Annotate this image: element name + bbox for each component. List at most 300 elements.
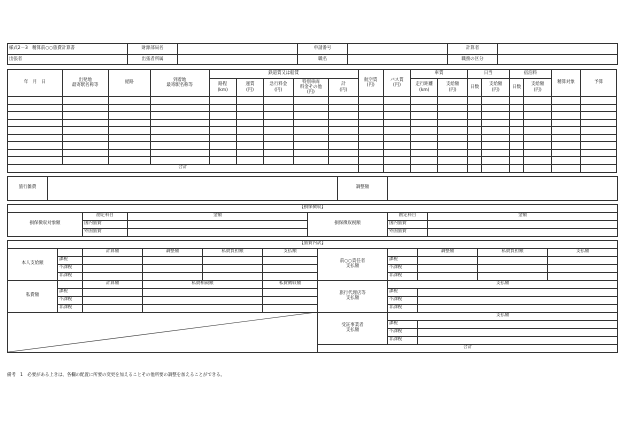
itinerary-cell[interactable] xyxy=(236,127,263,135)
itinerary-cell[interactable] xyxy=(411,119,438,127)
itinerary-cell[interactable] xyxy=(411,127,438,135)
itinerary-cell[interactable] xyxy=(236,112,263,120)
itinerary-cell[interactable] xyxy=(551,127,580,135)
itinerary-cell[interactable] xyxy=(524,134,551,142)
itinerary-cell[interactable] xyxy=(383,157,410,165)
misc-label: 旅行雑費 xyxy=(8,176,48,200)
misc-table xyxy=(7,176,618,201)
cell[interactable] xyxy=(143,304,263,312)
itinerary-cell[interactable] xyxy=(524,142,551,150)
rental-foreign-r: 外国旅費 xyxy=(388,228,428,236)
itinerary-cell[interactable] xyxy=(108,97,150,105)
total-bus[interactable] xyxy=(383,164,410,172)
rental-foreign-r-val[interactable] xyxy=(428,228,618,236)
cell[interactable] xyxy=(418,328,618,336)
itinerary-cell[interactable] xyxy=(581,127,617,135)
itinerary-cell[interactable] xyxy=(551,149,580,157)
itinerary-row xyxy=(8,142,617,150)
itinerary-cell[interactable] xyxy=(438,127,467,135)
itinerary-cell[interactable] xyxy=(438,97,467,105)
kenkyubu-label: 財源部局名 xyxy=(128,44,178,55)
total-car-dist[interactable] xyxy=(411,164,438,172)
itinerary-cell[interactable] xyxy=(62,127,108,135)
itinerary-cell[interactable] xyxy=(8,112,63,120)
itinerary-cell[interactable] xyxy=(581,142,617,150)
itinerary-row xyxy=(8,104,617,112)
cell[interactable] xyxy=(83,296,143,304)
cell[interactable] xyxy=(263,296,318,304)
col-daily-group: 日当 xyxy=(467,70,509,79)
itinerary-cell[interactable] xyxy=(62,112,108,120)
shokumu-label: 職務の区分 xyxy=(448,55,498,65)
itinerary-cell[interactable] xyxy=(551,104,580,112)
itinerary-cell[interactable] xyxy=(62,142,108,150)
keisansha-label: 計算者 xyxy=(448,44,498,55)
itinerary-cell[interactable] xyxy=(358,134,383,142)
itinerary-cell[interactable] xyxy=(236,97,263,105)
itinerary-cell[interactable] xyxy=(264,157,293,165)
agency-row-notax: 不課税 xyxy=(388,296,418,304)
itinerary-cell[interactable] xyxy=(329,157,358,165)
self-col-pay: 支払額 xyxy=(263,248,318,256)
itinerary-cell[interactable] xyxy=(150,127,209,135)
shokumei-value[interactable] xyxy=(348,55,448,65)
expense-title: 【旅費内訳】 xyxy=(8,240,618,248)
other-col-private: 私費負担額 xyxy=(478,248,548,256)
itinerary-cell[interactable] xyxy=(581,104,617,112)
kenkyubu-value[interactable] xyxy=(178,44,298,55)
total-air[interactable] xyxy=(358,164,383,172)
cell[interactable] xyxy=(143,264,203,272)
itinerary-cell[interactable] xyxy=(329,112,358,120)
shinsei-value[interactable] xyxy=(348,44,448,55)
rental-domestic-r-val[interactable] xyxy=(428,220,618,228)
itinerary-cell[interactable] xyxy=(329,134,358,142)
itinerary-row xyxy=(8,134,617,142)
cell[interactable] xyxy=(478,256,548,264)
company-amount-label: 支払額 xyxy=(388,312,618,320)
itinerary-cell[interactable] xyxy=(411,142,438,150)
cell[interactable] xyxy=(203,272,263,280)
itinerary-cell[interactable] xyxy=(581,134,617,142)
itinerary-cell[interactable] xyxy=(509,134,524,142)
misc-value[interactable] xyxy=(48,176,338,200)
cell[interactable] xyxy=(263,264,318,272)
rental-domestic-l: 国内旅費 xyxy=(83,220,128,228)
cell[interactable] xyxy=(548,264,618,272)
col-t-distance: 路程 (km) xyxy=(209,79,236,97)
itinerary-cell[interactable] xyxy=(62,149,108,157)
itinerary-cell[interactable] xyxy=(524,97,551,105)
itinerary-cell[interactable] xyxy=(108,149,150,157)
itinerary-cell[interactable] xyxy=(581,149,617,157)
col-daily-amount: 支給額 (円) xyxy=(482,79,509,97)
col-date: 年 月 日 xyxy=(8,70,63,97)
cell[interactable] xyxy=(418,264,478,272)
total-settle[interactable] xyxy=(551,164,580,172)
itinerary-cell[interactable] xyxy=(358,97,383,105)
itinerary-cell[interactable] xyxy=(467,104,482,112)
itinerary-cell[interactable] xyxy=(411,112,438,120)
cell[interactable] xyxy=(83,264,143,272)
agency-label: 旅行代理店等 支払額 xyxy=(318,280,388,312)
itinerary-cell[interactable] xyxy=(293,142,329,150)
itinerary-cell[interactable] xyxy=(150,142,209,150)
cell[interactable] xyxy=(83,288,143,296)
total-stay-amt[interactable] xyxy=(524,164,551,172)
itinerary-cell[interactable] xyxy=(293,97,329,105)
itinerary-cell[interactable] xyxy=(509,157,524,165)
itinerary-cell[interactable] xyxy=(264,149,293,157)
itinerary-cell[interactable] xyxy=(293,119,329,127)
other-row-notax: 不課税 xyxy=(388,264,418,272)
itinerary-cell[interactable] xyxy=(482,149,509,157)
cell[interactable] xyxy=(143,256,203,264)
itinerary-cell[interactable] xyxy=(411,97,438,105)
itinerary-cell[interactable] xyxy=(264,97,293,105)
agency-amount-label: 支払額 xyxy=(388,280,618,288)
other-row-exempt: 非課税 xyxy=(388,272,418,280)
itinerary-cell[interactable] xyxy=(62,104,108,112)
other-col-pay: 支払額 xyxy=(548,248,618,256)
itinerary-cell[interactable] xyxy=(438,112,467,120)
itinerary-cell[interactable] xyxy=(383,142,410,150)
itinerary-cell[interactable] xyxy=(551,134,580,142)
itinerary-cell[interactable] xyxy=(8,134,63,142)
itinerary-cell[interactable] xyxy=(524,127,551,135)
itinerary-cell[interactable] xyxy=(150,112,209,120)
footnote: 備考 1 必要がある上きは、各欄の配置に所要の変更を加えることその他所要の調整を加えることができる。 xyxy=(7,373,225,378)
itinerary-rows xyxy=(8,97,617,165)
self-col-adjust: 調整額 xyxy=(143,248,203,256)
shozoku-value[interactable] xyxy=(178,55,298,65)
other-label: 前○○責任者 支払額 xyxy=(318,248,388,280)
itinerary-cell[interactable] xyxy=(482,112,509,120)
itinerary-cell[interactable] xyxy=(236,149,263,157)
itinerary-cell[interactable] xyxy=(551,142,580,150)
itinerary-cell[interactable] xyxy=(482,134,509,142)
itinerary-cell[interactable] xyxy=(482,157,509,165)
itinerary-cell[interactable] xyxy=(482,142,509,150)
itinerary-cell[interactable] xyxy=(329,127,358,135)
rental-subject-r: 勘定科目 xyxy=(388,212,428,220)
itinerary-cell[interactable] xyxy=(150,119,209,127)
itinerary-cell[interactable] xyxy=(209,104,236,112)
itinerary-cell[interactable] xyxy=(524,157,551,165)
itinerary-cell[interactable] xyxy=(411,104,438,112)
total-reserve[interactable] xyxy=(581,164,617,172)
cell[interactable] xyxy=(418,336,618,344)
shuchosha-label: 出張者 xyxy=(9,56,23,62)
itinerary-cell[interactable] xyxy=(383,134,410,142)
itinerary-cell[interactable] xyxy=(581,112,617,120)
itinerary-cell[interactable] xyxy=(383,97,410,105)
itinerary-cell[interactable] xyxy=(236,157,263,165)
itinerary-cell[interactable] xyxy=(482,97,509,105)
itinerary-cell[interactable] xyxy=(358,157,383,165)
itinerary-cell[interactable] xyxy=(8,157,63,165)
other-col-adjust: 調整額 xyxy=(418,248,478,256)
itinerary-cell[interactable] xyxy=(264,127,293,135)
rental-amount-r: 金額 xyxy=(428,212,618,220)
col-transport-group: 鉄道賃又は船賃 xyxy=(209,70,358,79)
shinsei-label: 申請番号 xyxy=(298,44,348,55)
cell[interactable] xyxy=(203,264,263,272)
cell[interactable] xyxy=(83,304,143,312)
itinerary-cell[interactable] xyxy=(482,104,509,112)
col-car-amount: 支給額 (円) xyxy=(438,79,467,97)
itinerary-cell[interactable] xyxy=(438,119,467,127)
itinerary-cell[interactable] xyxy=(411,149,438,157)
itinerary-cell[interactable] xyxy=(467,149,482,157)
col-car-group: 車賃 xyxy=(411,70,468,79)
itinerary-cell[interactable] xyxy=(150,97,209,105)
itinerary-cell[interactable] xyxy=(411,134,438,142)
itinerary-cell[interactable] xyxy=(524,149,551,157)
rental-foreign-l-val[interactable] xyxy=(128,228,308,236)
itinerary-cell[interactable] xyxy=(8,127,63,135)
other-row-tax: 課税 xyxy=(388,256,418,264)
itinerary-cell[interactable] xyxy=(150,134,209,142)
itinerary-cell[interactable] xyxy=(467,157,482,165)
itinerary-cell[interactable] xyxy=(467,97,482,105)
total-daily-amt[interactable] xyxy=(482,164,509,172)
itinerary-cell[interactable] xyxy=(264,119,293,127)
total-stay-days[interactable] xyxy=(509,164,524,172)
itinerary-cell[interactable] xyxy=(150,104,209,112)
itinerary-cell[interactable] xyxy=(293,127,329,135)
itinerary-cell[interactable] xyxy=(524,104,551,112)
itinerary-cell[interactable] xyxy=(509,104,524,112)
grand-total-label: 合計 xyxy=(318,344,618,352)
itinerary-cell[interactable] xyxy=(236,134,263,142)
rental-left-label: 損保徴収対象額 xyxy=(8,212,83,236)
itinerary-cell[interactable] xyxy=(383,127,410,135)
itinerary-cell[interactable] xyxy=(329,104,358,112)
col-settle: 精算対象 xyxy=(551,70,580,97)
itinerary-cell[interactable] xyxy=(236,104,263,112)
cell[interactable] xyxy=(418,288,618,296)
itinerary-cell[interactable] xyxy=(150,149,209,157)
itinerary-cell[interactable] xyxy=(467,134,482,142)
itinerary-cell[interactable] xyxy=(383,149,410,157)
cell[interactable] xyxy=(203,256,263,264)
itinerary-cell[interactable] xyxy=(467,119,482,127)
private-row-exempt: 非課税 xyxy=(58,304,83,312)
itinerary-cell[interactable] xyxy=(358,142,383,150)
col-reserve: 予算 xyxy=(581,70,617,97)
shokumei-label: 職名 xyxy=(298,55,348,65)
itinerary-cell[interactable] xyxy=(8,104,63,112)
itinerary-cell[interactable] xyxy=(482,119,509,127)
form-number: 様式2－3 精算前○○旅費計算書 xyxy=(8,44,128,55)
expense-table xyxy=(7,240,618,353)
self-label: 本人支給額 xyxy=(8,248,58,280)
itinerary-cell[interactable] xyxy=(509,142,524,150)
cell[interactable] xyxy=(263,304,318,312)
itinerary-cell[interactable] xyxy=(524,119,551,127)
col-stay-amount: 支給額 (円) xyxy=(524,79,551,97)
cell[interactable] xyxy=(83,272,143,280)
itinerary-cell[interactable] xyxy=(8,142,63,150)
cell[interactable] xyxy=(263,272,318,280)
itinerary-cell[interactable] xyxy=(62,157,108,165)
itinerary-cell[interactable] xyxy=(8,119,63,127)
self-row-notax: 不課税 xyxy=(58,264,83,272)
col-to: 到着地 最寄駅名称等 xyxy=(150,70,209,97)
itinerary-cell[interactable] xyxy=(209,97,236,105)
itinerary-cell[interactable] xyxy=(509,97,524,105)
col-route: 経路 xyxy=(108,70,150,97)
rental-table xyxy=(7,204,618,237)
total-daily-days[interactable] xyxy=(467,164,482,172)
itinerary-cell[interactable] xyxy=(467,112,482,120)
itinerary-cell[interactable] xyxy=(467,142,482,150)
col-daily-days: 日数 xyxy=(467,79,482,97)
itinerary-cell[interactable] xyxy=(551,97,580,105)
itinerary-cell[interactable] xyxy=(108,119,150,127)
itinerary-cell[interactable] xyxy=(209,127,236,135)
col-t-fare: 運賃 (円) xyxy=(236,79,263,97)
itinerary-cell[interactable] xyxy=(509,112,524,120)
itinerary-cell[interactable] xyxy=(209,119,236,127)
cell[interactable] xyxy=(478,272,548,280)
cell[interactable] xyxy=(418,296,618,304)
itinerary-cell[interactable] xyxy=(509,127,524,135)
itinerary-cell[interactable] xyxy=(293,112,329,120)
itinerary-cell[interactable] xyxy=(8,97,63,105)
rental-subject-l: 勘定科目 xyxy=(83,212,128,220)
cell[interactable] xyxy=(143,288,263,296)
rental-title: 【損保徴収】 xyxy=(8,204,618,212)
keisansha-value[interactable] xyxy=(498,44,618,55)
itinerary-cell[interactable] xyxy=(293,149,329,157)
itinerary-cell[interactable] xyxy=(150,157,209,165)
itinerary-cell[interactable] xyxy=(108,157,150,165)
shokumu-value[interactable] xyxy=(498,55,618,65)
itinerary-cell[interactable] xyxy=(236,142,263,150)
itinerary-cell[interactable] xyxy=(108,142,150,150)
itinerary-cell[interactable] xyxy=(509,149,524,157)
company-label: 受託事業者 支払額 xyxy=(318,312,388,344)
itinerary-cell[interactable] xyxy=(209,149,236,157)
itinerary-cell[interactable] xyxy=(209,157,236,165)
itinerary-cell[interactable] xyxy=(438,134,467,142)
itinerary-cell[interactable] xyxy=(358,104,383,112)
cell[interactable] xyxy=(418,272,478,280)
private-col-calc: 計算額 xyxy=(83,280,143,288)
itinerary-cell[interactable] xyxy=(329,119,358,127)
cell[interactable] xyxy=(143,296,263,304)
itinerary-cell[interactable] xyxy=(264,134,293,142)
itinerary-cell[interactable] xyxy=(108,104,150,112)
agency-row-tax: 課税 xyxy=(388,288,418,296)
itinerary-row xyxy=(8,97,617,105)
itinerary-cell[interactable] xyxy=(264,104,293,112)
itinerary-cell[interactable] xyxy=(209,112,236,120)
itinerary-cell[interactable] xyxy=(108,134,150,142)
itinerary-cell[interactable] xyxy=(383,119,410,127)
itinerary-cell[interactable] xyxy=(293,157,329,165)
itinerary-cell[interactable] xyxy=(411,157,438,165)
itinerary-cell[interactable] xyxy=(358,112,383,120)
itinerary-cell[interactable] xyxy=(482,127,509,135)
cell[interactable] xyxy=(548,256,618,264)
itinerary-row xyxy=(8,112,617,120)
col-car-distance: 走行距離 (km) xyxy=(411,79,438,97)
col-t-express: 急行料金 (円) xyxy=(264,79,293,97)
itinerary-cell[interactable] xyxy=(293,134,329,142)
itinerary-cell[interactable] xyxy=(524,112,551,120)
itinerary-cell[interactable] xyxy=(62,119,108,127)
cell[interactable] xyxy=(263,288,318,296)
itinerary-cell[interactable] xyxy=(329,149,358,157)
itinerary-cell[interactable] xyxy=(581,119,617,127)
itinerary-cell[interactable] xyxy=(467,127,482,135)
itinerary-cell[interactable] xyxy=(264,142,293,150)
itinerary-cell[interactable] xyxy=(551,157,580,165)
cell[interactable] xyxy=(143,272,203,280)
adjust-value[interactable] xyxy=(388,176,618,200)
itinerary-cell[interactable] xyxy=(209,142,236,150)
cell[interactable] xyxy=(83,256,143,264)
itinerary-cell[interactable] xyxy=(62,134,108,142)
cell[interactable] xyxy=(478,264,548,272)
cell[interactable] xyxy=(418,304,618,312)
travel-expense-form xyxy=(7,43,617,353)
itinerary-cell[interactable] xyxy=(209,134,236,142)
rental-domestic-l-val[interactable] xyxy=(128,220,308,228)
itinerary-cell[interactable] xyxy=(62,97,108,105)
itinerary-cell[interactable] xyxy=(383,104,410,112)
itinerary-cell[interactable] xyxy=(383,112,410,120)
itinerary-cell[interactable] xyxy=(438,142,467,150)
total-car-amt[interactable] xyxy=(438,164,467,172)
agency-row-exempt: 非課税 xyxy=(388,304,418,312)
cell[interactable] xyxy=(418,320,618,328)
itinerary-cell[interactable] xyxy=(438,157,467,165)
itinerary-cell[interactable] xyxy=(581,157,617,165)
itinerary-cell[interactable] xyxy=(509,119,524,127)
itinerary-cell[interactable] xyxy=(329,97,358,105)
itinerary-cell[interactable] xyxy=(264,112,293,120)
itinerary-cell[interactable] xyxy=(358,119,383,127)
itinerary-cell[interactable] xyxy=(329,142,358,150)
itinerary-cell[interactable] xyxy=(236,119,263,127)
itinerary-cell[interactable] xyxy=(581,97,617,105)
itinerary-cell[interactable] xyxy=(108,127,150,135)
itinerary-cell[interactable] xyxy=(438,104,467,112)
cell[interactable] xyxy=(418,256,478,264)
itinerary-cell[interactable] xyxy=(358,149,383,157)
itinerary-cell[interactable] xyxy=(551,119,580,127)
itinerary-cell[interactable] xyxy=(551,112,580,120)
cell[interactable] xyxy=(548,272,618,280)
company-row-tax: 課税 xyxy=(388,320,418,328)
shuchosha-cell[interactable] xyxy=(8,55,128,65)
itinerary-cell[interactable] xyxy=(8,149,63,157)
itinerary-cell[interactable] xyxy=(293,104,329,112)
itinerary-cell[interactable] xyxy=(358,127,383,135)
self-col-private: 私費負担額 xyxy=(203,248,263,256)
private-label: 私費額 xyxy=(8,280,58,312)
cell[interactable] xyxy=(263,256,318,264)
itinerary-cell[interactable] xyxy=(108,112,150,120)
itinerary-table xyxy=(7,69,617,173)
col-t-total: 計 (円) xyxy=(329,79,358,97)
col-stay-days: 日数 xyxy=(509,79,524,97)
itinerary-cell[interactable] xyxy=(438,149,467,157)
